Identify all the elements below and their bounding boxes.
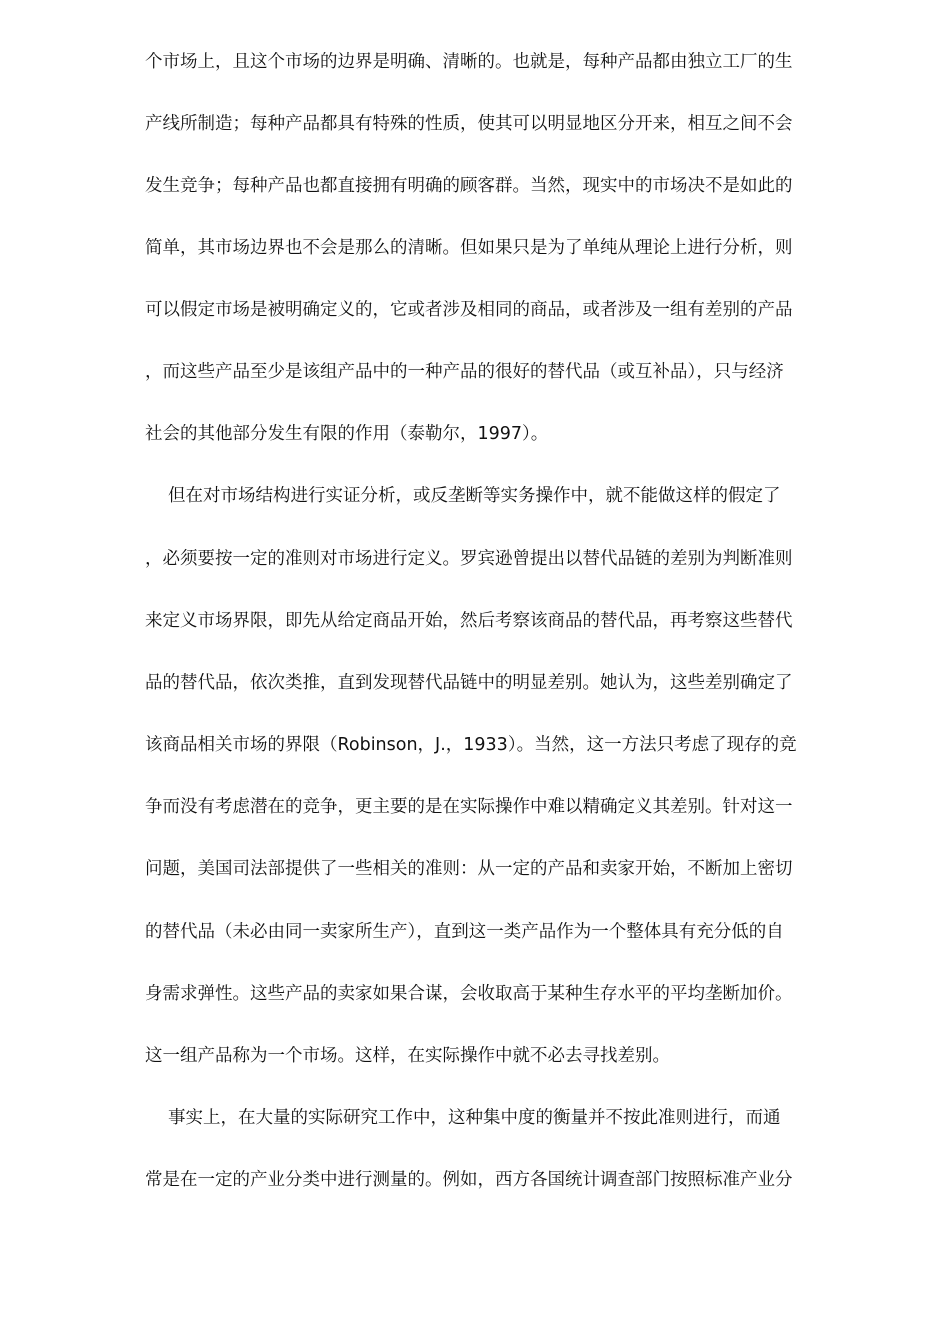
text-line-14: 问题，美国司法部提供了一些相关的准则：从一定的产品和卖家开始，不断加上密切 [145,859,793,879]
text-line-17: 这一组产品称为一个市场。这样，在实际操作中就不必去寻找差别。 [145,1046,670,1066]
text-line-15: 的替代品（未必由同一卖家所生产），直到这一类产品作为一个整体具有充分低的自 [145,922,784,942]
text-line-13: 争而没有考虑潜在的竞争，更主要的是在实际操作中难以精确定义其差别。针对这一 [145,797,793,817]
text-line-3: 发生竞争；每种产品也都直接拥有明确的顾客群。当然，现实中的市场决不是如此的 [145,176,793,196]
text-line-9: ，必须要按一定的准则对市场进行定义。罗宾逊曾提出以替代品链的差别为判断准则 [145,549,793,569]
text-line-10: 来定义市场界限，即先从给定商品开始，然后考察该商品的替代品，再考察这些替代 [145,611,793,631]
text-line-6: ，而这些产品至少是该组产品中的一种产品的很好的替代品（或互补品），只与经济 [145,362,784,382]
text-line-1: 个市场上，且这个市场的边界是明确、清晰的。也就是，每种产品都由独立工厂的生 [145,52,793,72]
text-line-19: 常是在一定的产业分类中进行测量的。例如，西方各国统计调查部门按照标准产业分 [145,1170,793,1190]
text-line-12: 该商品相关市场的界限（Robinson，J.，1933）。当然，这一方法只考虑了现存的竞 [145,735,797,755]
text-line-16: 身需求弹性。这些产品的卖家如果合谋，会收取高于某种生存水平的平均垄断加价。 [145,984,793,1004]
text-line-4: 简单，其市场边界也不会是那么的清晰。但如果只是为了单纯从理论上进行分析，则 [145,238,793,258]
text-line-7: 社会的其他部分发生有限的作用（泰勒尔，1997）。 [145,424,549,444]
text-line-8: 但在对市场结构进行实证分析，或反垄断等实务操作中，就不能做这样的假定了 [168,486,781,506]
text-line-2: 产线所制造；每种产品都具有特殊的性质，使其可以明显地区分开来，相互之间不会 [145,114,793,134]
text-line-18: 事实上，在大量的实际研究工作中，这种集中度的衡量并不按此准则进行，而通 [168,1108,781,1128]
text-line-11: 品的替代品，依次类推，直到发现替代品链中的明显差别。她认为，这些差别确定了 [145,673,793,693]
text-line-5: 可以假定市场是被明确定义的，它或者涉及相同的商品，或者涉及一组有差别的产品 [145,300,793,320]
